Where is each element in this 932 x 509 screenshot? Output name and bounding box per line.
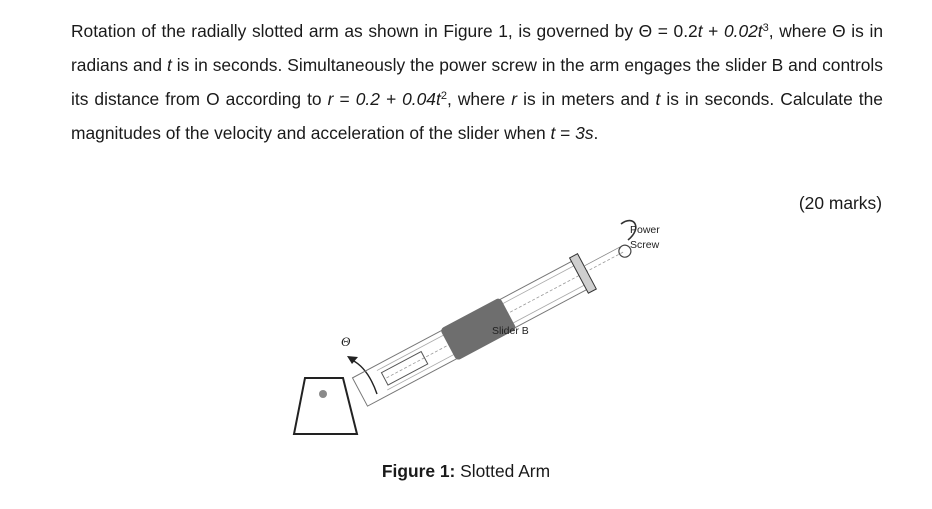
problem-segment: , where Θ is in radians and: [71, 21, 883, 75]
problem-segment: +: [702, 21, 724, 41]
problem-segment: 3: [762, 22, 769, 34]
problem-segment: t: [655, 89, 661, 109]
power-screw-label-line1: Power: [630, 224, 660, 236]
screw-end-cap: [570, 254, 597, 294]
problem-segment: t: [550, 123, 556, 143]
problem-segment: =: [333, 89, 356, 109]
problem-segment: t: [166, 55, 172, 75]
figure-caption-lead: Figure 1:: [381, 461, 456, 481]
problem-segment: is in seconds. Calculate the magnitudes of the velocity and acceleration of the slider when: [71, 89, 883, 143]
slider-b-label: Slider B: [492, 325, 529, 337]
problem-segment: Rotation of the radially slotted arm as shown in Figure 1, is governed by Θ = 0.2: [71, 21, 698, 41]
theta-label: Θ: [341, 334, 351, 349]
problem-segment: =: [555, 123, 576, 143]
base-pedestal: [294, 378, 357, 434]
problem-segment: 0.2 + 0.04t: [355, 89, 441, 109]
problem-segment: r: [327, 89, 334, 109]
problem-segment: 2: [440, 90, 447, 102]
problem-segment: r: [511, 89, 518, 109]
problem-segment: , where: [446, 89, 512, 109]
problem-segment: is in seconds. Simultaneously the power screw in the arm engages the slider B and controls its distance from O according to: [71, 55, 883, 109]
figure-caption-title: Slotted Arm: [455, 461, 551, 481]
power-screw-label-line2: Screw: [630, 239, 660, 251]
pivot-point-o: [319, 390, 327, 398]
marks-label: (20 marks): [798, 193, 882, 213]
problem-segment: 0.02t: [723, 21, 763, 41]
problem-segment: .: [593, 123, 599, 143]
screw-end-line: [584, 247, 620, 266]
rotation-arrow: [352, 360, 377, 394]
problem-segment: is in meters and: [517, 89, 656, 109]
figure-caption: [0, 461, 932, 482]
problem-segment: 3s: [575, 123, 594, 143]
problem-segment: t: [697, 21, 703, 41]
